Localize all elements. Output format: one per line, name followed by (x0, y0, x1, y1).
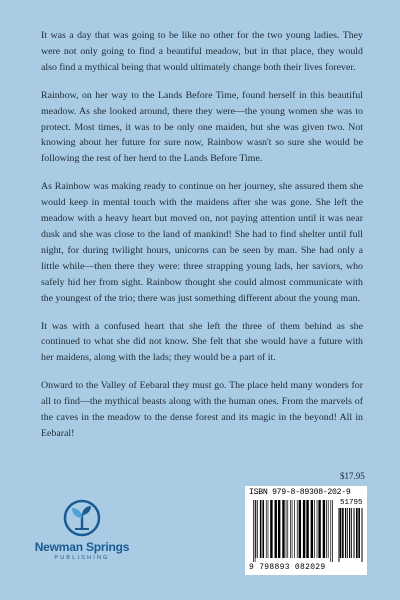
barcode-bar (311, 500, 313, 558)
barcode-bar (275, 500, 277, 558)
sprout-in-circle-icon (62, 498, 102, 538)
price-label: $17.95 (340, 471, 365, 481)
barcode-bar (318, 500, 320, 558)
barcode-bar (257, 500, 258, 558)
barcode-bar (354, 508, 355, 558)
barcode-bar (256, 500, 257, 558)
barcode-bar (306, 500, 308, 558)
isbn-barcode (245, 486, 367, 575)
synopsis-paragraph-2: Rainbow, on her way to the Lands Before Time, found herself in this beautiful meadow. As she looked around, there they were—the young women she was to protect. Most times, it was to be only one maiden, but she was given two. Not knowing about her future for sure now, Rainbow wasn't so sure she would be following the rest of her herd to the Lands Before Time. (41, 89, 363, 165)
barcode-bar (253, 500, 254, 562)
barcode-bar (330, 500, 331, 562)
synopsis-paragraph-4: It was with a confused heart that she left the three of them behind as she continued to what she did not know. She felt that she would have a future with her maidens, along with the lads; they would be a part of it. (41, 320, 363, 364)
barcode-bar (286, 500, 287, 558)
barcode-bar (292, 500, 293, 558)
publisher-tagline: PUBLISHING (54, 555, 110, 561)
barcode-addon-digits: 51795 (340, 499, 363, 507)
ean-digits: 9 798893 082029 (249, 563, 326, 572)
barcode-bar (349, 508, 350, 558)
barcode-bar (362, 508, 363, 562)
barcode-bar (361, 508, 362, 562)
synopsis-paragraph-3: As Rainbow was making ready to continue on her journey, she assured them she would keep in mental touch with the maidens after she was gone. She left the meadow with a heavy heart but moved on, not paying attention until it was near dusk and she was close to the land of mankind! She had to find shelter until full night, for during twilight hours, unicorns can be seen by man. She had only a little while—then there they were: three strapping young lads, her saviors, who safely hid her from sight. Rainbow thought she could almost communicate with the youngest of the trio; there was just something different about the young man. (41, 181, 363, 304)
barcode-bar (266, 500, 267, 558)
barcode-bar (287, 500, 288, 558)
synopsis-paragraph-1: It was a day that was going to be like no other for the two young ladies. They were not only going to find a beautiful meadow, but in that place, they would also find a mythical being that would ultimately change both their lives forever. (41, 30, 363, 73)
barcode-bar (339, 508, 340, 562)
barcode-bar (342, 508, 344, 558)
barcode-bar (326, 500, 327, 558)
barcode-bar (290, 500, 291, 558)
synopsis (41, 28, 363, 454)
barcode-bar (262, 500, 264, 558)
barcode-bar (353, 508, 354, 558)
barcode-bar (317, 500, 318, 558)
barcode-bar (278, 500, 280, 558)
barcode-bar (299, 500, 301, 558)
barcode-bar (282, 500, 284, 558)
synopsis-paragraph-5: Onward to the Valley of Eebaral they must go. The place held many wonders for all to find—the mythical beasts along with the human ones. From the marvels of the caves in the meadow to the dense forest and its magic in the beyond! All in Eebaral! (41, 380, 363, 439)
barcode-bar (358, 508, 360, 558)
barcode-bar (332, 500, 333, 562)
publisher-name: Newman Springs (34, 540, 130, 554)
barcode-bar (356, 508, 358, 558)
barcode-bar (255, 500, 256, 562)
barcode-bar (323, 500, 325, 558)
barcode-bar (340, 508, 342, 558)
publisher-logo (34, 498, 130, 561)
barcode-bar (347, 508, 348, 558)
barcode-bar (351, 508, 352, 558)
isbn-label: ISBN 979-8-89308-202-9 (249, 488, 351, 497)
barcode-bar (294, 500, 295, 558)
barcode-bar (314, 500, 315, 558)
barcode-bar (328, 500, 329, 558)
barcode-bar (268, 500, 269, 558)
barcode-bar (270, 500, 272, 558)
barcode-bar (303, 500, 305, 558)
barcode-bar (338, 508, 339, 562)
barcode-bar (345, 508, 346, 558)
barcode-bar (260, 500, 262, 558)
barcode-bar (297, 500, 298, 558)
